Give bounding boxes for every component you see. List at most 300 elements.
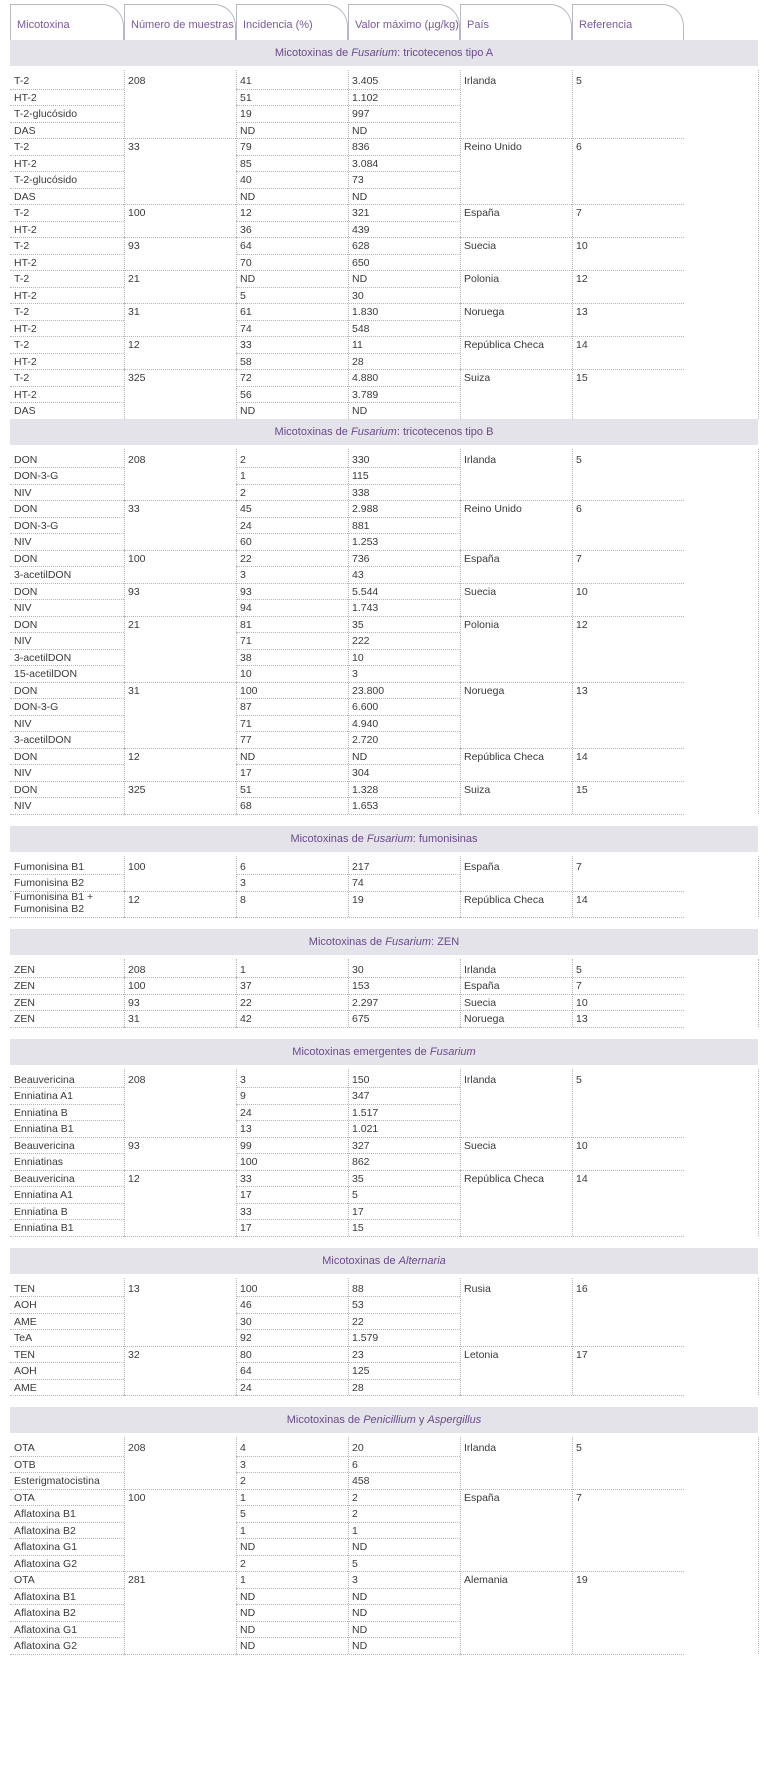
- mycotoxin-name: DON: [14, 453, 38, 466]
- incidence-value: 92: [240, 1332, 252, 1344]
- reference: 17: [576, 1348, 588, 1361]
- section-title-text: : tricotecenos tipo A: [397, 47, 494, 59]
- column-divider: [348, 856, 349, 917]
- max-value: 6: [352, 1458, 358, 1471]
- max-value: 23: [352, 1348, 364, 1361]
- sample-count: 12: [128, 750, 140, 763]
- mycotoxin-name: HT-2: [14, 91, 37, 104]
- max-value: 19: [352, 893, 364, 906]
- incidence-value: 2: [240, 1475, 246, 1487]
- row-divider: [124, 1236, 236, 1237]
- column-divider: [348, 1069, 349, 1236]
- country: Suiza: [464, 783, 491, 796]
- row-divider: [10, 814, 124, 815]
- reference: 12: [576, 273, 588, 285]
- mycotoxin-name: ZEN: [14, 980, 35, 992]
- mycotoxin-name: Fumonisina B1: [14, 860, 85, 873]
- mycotoxin-name: OTB: [14, 1458, 36, 1471]
- max-value: 628: [352, 240, 370, 252]
- max-value: 22: [352, 1315, 364, 1328]
- mycotoxin-name: DON-3-G: [14, 470, 59, 482]
- mycotoxin-name: DAS: [14, 405, 36, 417]
- incidence-value: 2: [240, 453, 246, 466]
- mycotoxin-name: 3-acetilDON: [14, 569, 72, 581]
- section-title: [10, 1248, 758, 1274]
- sample-count: 208: [128, 453, 146, 466]
- mycotoxin-name: Aflatoxina G1: [14, 1623, 78, 1636]
- max-value: 115: [352, 470, 369, 482]
- incidence-value: 87: [240, 701, 252, 713]
- incidence-value: 58: [240, 355, 252, 368]
- column-divider: [758, 959, 759, 1027]
- incidence-value: 38: [240, 651, 252, 664]
- section-title-text: Micotoxinas de: [274, 425, 351, 438]
- max-value: ND: [352, 190, 368, 203]
- column-divider: [124, 1069, 125, 1236]
- incidence-value: 100: [240, 1156, 258, 1168]
- max-value: ND: [352, 750, 368, 763]
- country: Suecia: [464, 585, 497, 598]
- max-value: 3: [352, 668, 358, 680]
- incidence-value: ND: [240, 1541, 256, 1553]
- row-divider: [460, 1395, 684, 1396]
- mycotoxin-name: Esterigmatocistina: [14, 1475, 100, 1487]
- column-divider: [236, 449, 237, 814]
- section-title-text: Micotoxinas de: [290, 832, 367, 845]
- incidence-value: 3: [240, 877, 246, 889]
- max-value: 3: [352, 1574, 358, 1586]
- max-value: 1.021: [352, 1123, 379, 1135]
- reference: 7: [576, 207, 582, 219]
- incidence-value: 72: [240, 372, 252, 384]
- sample-count: 100: [128, 552, 146, 565]
- incidence-value: 9: [240, 1090, 246, 1102]
- max-value: 1.579: [352, 1332, 379, 1344]
- max-value: 1.653: [352, 800, 379, 812]
- mycotoxin-name: NIV: [14, 536, 32, 548]
- sample-count: 31: [128, 306, 140, 318]
- column-divider: [460, 1069, 461, 1236]
- max-value: 1.328: [352, 783, 379, 796]
- reference: 5: [576, 1442, 582, 1454]
- reference: 7: [576, 552, 582, 565]
- mycotoxin-name: ZEN: [14, 1013, 35, 1025]
- country: Irlanda: [464, 1073, 497, 1086]
- incidence-value: 1: [240, 470, 246, 482]
- column-divider: [460, 70, 461, 419]
- reference: 5: [576, 963, 582, 976]
- incidence-value: 100: [240, 1282, 258, 1295]
- mycotoxin-name: OTA: [14, 1574, 35, 1586]
- section-title: [10, 929, 758, 955]
- max-value: 35: [352, 618, 364, 631]
- mycotoxin-name: NIV: [14, 486, 32, 499]
- column-divider: [236, 1069, 237, 1236]
- max-value: 4.940: [352, 717, 379, 730]
- mycotoxin-name: OTA: [14, 1442, 35, 1454]
- section-title: [10, 826, 758, 852]
- country: España: [464, 860, 500, 873]
- max-value: 28: [352, 355, 364, 368]
- section-title-text: : tricotecenos tipo B: [396, 425, 494, 438]
- mycotoxin-name: Aflatoxina B2: [14, 1607, 76, 1619]
- incidence-value: ND: [240, 1590, 256, 1603]
- incidence-value: 61: [240, 306, 252, 318]
- incidence-value: 4: [240, 1442, 246, 1454]
- max-value: 321: [352, 207, 370, 219]
- column-divider: [572, 1278, 573, 1396]
- section-title-genus: Aspergillus: [427, 1414, 482, 1426]
- incidence-value: 77: [240, 734, 252, 746]
- mycotoxin-name: NIV: [14, 717, 32, 730]
- max-value: 153: [352, 980, 370, 992]
- column-header-2: [236, 4, 348, 40]
- mycotoxin-name: DON: [14, 503, 38, 515]
- column-divider: [758, 1437, 759, 1654]
- section-title-text: Micotoxinas de: [322, 1254, 399, 1267]
- country: España: [464, 980, 500, 992]
- max-value: 304: [352, 767, 370, 779]
- mycotoxin-name: ZEN: [14, 996, 35, 1009]
- country: Suecia: [464, 996, 497, 1009]
- row-divider: [460, 1654, 684, 1655]
- reference: 14: [576, 893, 588, 906]
- mycotoxin-name: HT-2: [14, 157, 37, 170]
- max-value: 3.789: [352, 388, 379, 401]
- reference: 10: [576, 240, 588, 252]
- column-divider: [124, 70, 125, 419]
- row-divider: [236, 1395, 460, 1396]
- incidence-value: 81: [240, 618, 252, 631]
- sample-count: 21: [128, 618, 140, 631]
- max-value: 5: [352, 1557, 358, 1570]
- column-divider: [236, 1437, 237, 1654]
- column-divider: [348, 1437, 349, 1654]
- reference: 14: [576, 1172, 588, 1185]
- mycotoxin-name: Beauvericina: [14, 1172, 75, 1185]
- reference: 10: [576, 1139, 588, 1152]
- mycotoxin-name: Aflatoxina B1: [14, 1508, 76, 1520]
- reference: 7: [576, 980, 582, 992]
- column-divider: [460, 1278, 461, 1396]
- max-value: 5: [352, 1189, 358, 1201]
- max-value: 30: [352, 289, 364, 302]
- reference: 13: [576, 306, 588, 318]
- mycotoxin-name: DAS: [14, 190, 36, 203]
- mycotoxin-name: Enniatina B1: [14, 1123, 74, 1135]
- reference: 13: [576, 1013, 588, 1025]
- mycotoxin-name: T-2: [14, 207, 30, 219]
- row-divider: [236, 1027, 460, 1028]
- sample-count: 208: [128, 963, 146, 976]
- mycotoxin-name: Beauvericina: [14, 1073, 75, 1086]
- incidence-value: 30: [240, 1315, 252, 1328]
- row-divider: [236, 1236, 460, 1237]
- mycotoxin-name: HT-2: [14, 322, 37, 335]
- row-divider: [10, 1027, 124, 1028]
- country: República Checa: [464, 1172, 544, 1185]
- column-header-label: Referencia: [579, 19, 633, 31]
- reference: 15: [576, 372, 588, 384]
- column-divider: [758, 449, 759, 814]
- max-value: 28: [352, 1381, 364, 1394]
- max-value: 997: [352, 108, 370, 120]
- incidence-value: ND: [240, 1623, 256, 1636]
- incidence-value: 2: [240, 1557, 246, 1570]
- section-title: [10, 419, 758, 445]
- incidence-value: 33: [240, 1205, 252, 1218]
- section-title-genus: Fusarium: [350, 425, 397, 438]
- country: Letonia: [464, 1348, 499, 1361]
- section-title-text: Micotoxinas de: [308, 935, 386, 948]
- column-divider: [758, 1278, 759, 1396]
- section-title-text: : fumonisinas: [412, 832, 478, 845]
- mycotoxin-name: DON: [14, 585, 38, 598]
- sample-count: 93: [128, 585, 140, 598]
- incidence-value: ND: [240, 124, 256, 137]
- max-value: ND: [352, 1541, 368, 1553]
- incidence-value: 36: [240, 223, 252, 236]
- mycotoxin-name: T-2: [14, 339, 30, 351]
- column-divider: [572, 959, 573, 1027]
- max-value: 3.084: [352, 157, 379, 170]
- column-header-label: Valor máximo (µg/kg): [355, 19, 459, 31]
- max-value: 35: [352, 1172, 364, 1185]
- mycotoxin-name: T-2: [14, 372, 30, 384]
- country: Suecia: [464, 240, 497, 252]
- reference: 5: [576, 1073, 582, 1086]
- column-divider: [572, 449, 573, 814]
- mycotoxin-name: NIV: [14, 767, 32, 779]
- max-value: 330: [352, 453, 370, 466]
- max-value: ND: [352, 273, 368, 285]
- row-divider: [10, 917, 124, 918]
- max-value: 548: [352, 322, 370, 335]
- column-divider: [460, 1437, 461, 1654]
- max-value: 20: [352, 1442, 364, 1454]
- column-header-1: [124, 4, 236, 40]
- country: Reino Unido: [464, 503, 522, 515]
- incidence-value: 19: [240, 108, 252, 120]
- max-value: 675: [352, 1013, 370, 1025]
- incidence-value: 5: [240, 1508, 246, 1520]
- max-value: 6.600: [352, 701, 379, 713]
- row-divider: [460, 814, 684, 815]
- incidence-value: 24: [240, 519, 252, 532]
- incidence-value: 22: [240, 552, 252, 565]
- column-divider: [460, 449, 461, 814]
- incidence-value: 1: [240, 1524, 246, 1537]
- mycotoxin-name: Enniatina A1: [14, 1189, 73, 1201]
- mycotoxin-name: AOH: [14, 1299, 37, 1311]
- incidence-value: 17: [240, 1222, 252, 1234]
- incidence-value: 1: [240, 963, 246, 976]
- sample-count: 208: [128, 75, 146, 87]
- reference: 10: [576, 585, 588, 598]
- incidence-value: 8: [240, 893, 246, 906]
- column-header-3: [348, 4, 460, 40]
- incidence-value: 1: [240, 1574, 246, 1586]
- mycotoxin-name: Aflatoxina G2: [14, 1640, 78, 1652]
- country: Suiza: [464, 372, 491, 384]
- max-value: 439: [352, 223, 370, 236]
- mycotoxin-name: TEN: [14, 1348, 35, 1361]
- section-title-text: Micotoxinas de: [286, 1414, 364, 1426]
- mycotoxin-name: Enniatina A1: [14, 1090, 73, 1102]
- max-value: 43: [352, 569, 364, 581]
- incidence-value: ND: [240, 1640, 256, 1652]
- section-title-text: : ZEN: [431, 935, 460, 948]
- mycotoxin-name: 15-acetilDON: [14, 668, 78, 680]
- max-value: 17: [352, 1205, 364, 1218]
- incidence-value: 64: [240, 240, 252, 252]
- row-divider: [10, 1654, 124, 1655]
- sample-count: 93: [128, 996, 140, 1009]
- row-divider: [124, 814, 236, 815]
- incidence-value: 94: [240, 602, 252, 614]
- mycotoxin-name: NIV: [14, 602, 32, 614]
- max-value: 347: [352, 1090, 370, 1102]
- max-value: 2: [352, 1491, 358, 1504]
- max-value: 736: [352, 552, 370, 565]
- mycotoxin-name: Fumonisina B2: [14, 877, 85, 889]
- incidence-value: 40: [240, 174, 252, 186]
- sample-count: 281: [128, 1574, 146, 1586]
- incidence-value: 71: [240, 717, 252, 730]
- column-divider: [460, 856, 461, 917]
- max-value: 11: [352, 339, 363, 351]
- country: Noruega: [464, 684, 505, 697]
- incidence-value: 64: [240, 1365, 252, 1377]
- reference: 7: [576, 1491, 582, 1504]
- max-value: 88: [352, 1282, 364, 1295]
- country: Polonia: [464, 273, 500, 285]
- incidence-value: 33: [240, 339, 252, 351]
- max-value: ND: [352, 1590, 368, 1603]
- sample-count: 33: [128, 503, 140, 515]
- sample-count: 21: [128, 273, 140, 285]
- incidence-value: 79: [240, 141, 252, 153]
- incidence-value: 68: [240, 800, 252, 812]
- row-divider: [10, 1236, 124, 1237]
- max-value: 1.830: [352, 306, 379, 318]
- incidence-value: 3: [240, 1458, 246, 1471]
- sample-count: 32: [128, 1348, 140, 1361]
- mycotoxin-name: HT-2: [14, 223, 37, 236]
- incidence-value: 71: [240, 635, 252, 647]
- sample-count: 100: [128, 980, 146, 992]
- mycotoxin-name: OTA: [14, 1491, 35, 1504]
- mycotoxin-name: AME: [14, 1381, 37, 1394]
- reference: 14: [576, 750, 588, 763]
- max-value: ND: [352, 124, 368, 137]
- incidence-value: 70: [240, 256, 252, 269]
- row-divider: [460, 1027, 684, 1028]
- incidence-value: 33: [240, 1172, 252, 1185]
- section-title-text: y: [415, 1414, 428, 1426]
- max-value: 836: [352, 141, 370, 153]
- country: República Checa: [464, 893, 544, 906]
- reference: 10: [576, 996, 588, 1009]
- section-title-genus: Fusarium: [429, 1045, 476, 1058]
- mycotoxin-name: Aflatoxina B1: [14, 1590, 76, 1603]
- column-divider: [348, 959, 349, 1027]
- sample-count: 31: [128, 1013, 140, 1025]
- incidence-value: ND: [240, 1607, 256, 1619]
- column-divider: [124, 1437, 125, 1654]
- country: Reino Unido: [464, 141, 522, 153]
- mycotoxin-name: T-2: [14, 141, 30, 153]
- incidence-value: 3: [240, 569, 246, 581]
- column-divider: [124, 449, 125, 814]
- max-value: 150: [352, 1073, 370, 1086]
- column-header-label: Incidencia (%): [243, 19, 313, 31]
- incidence-value: 42: [240, 1013, 252, 1025]
- max-value: 1.253: [352, 536, 379, 548]
- incidence-value: 13: [240, 1123, 252, 1135]
- max-value: 650: [352, 256, 370, 269]
- max-value: ND: [352, 405, 368, 417]
- column-divider: [460, 959, 461, 1027]
- column-header-label: Número de muestras: [131, 19, 234, 31]
- incidence-value: 51: [240, 783, 252, 796]
- max-value: 15: [352, 1222, 364, 1234]
- max-value: 4.880: [352, 372, 379, 384]
- country: Irlanda: [464, 75, 497, 87]
- row-divider: [124, 1654, 236, 1655]
- row-divider: [124, 1027, 236, 1028]
- sample-count: 100: [128, 207, 146, 219]
- max-value: 74: [352, 877, 364, 889]
- sample-count: 100: [128, 1491, 146, 1504]
- incidence-value: 60: [240, 536, 252, 548]
- reference: 14: [576, 339, 588, 351]
- max-value: 217: [352, 860, 370, 873]
- incidence-value: 10: [240, 668, 252, 680]
- max-value: 3.405: [352, 75, 379, 87]
- country: Noruega: [464, 1013, 505, 1025]
- max-value: 327: [352, 1139, 370, 1152]
- incidence-value: 80: [240, 1348, 252, 1361]
- reference: 5: [576, 75, 582, 87]
- mycotoxin-name: HT-2: [14, 289, 37, 302]
- incidence-value: 24: [240, 1106, 252, 1119]
- sample-count: 325: [128, 783, 146, 796]
- row-divider: [236, 917, 460, 918]
- max-value: 53: [352, 1299, 364, 1311]
- country: Rusia: [464, 1282, 491, 1295]
- mycotoxin-name: Aflatoxina G1: [14, 1541, 78, 1553]
- max-value: ND: [352, 1607, 368, 1619]
- incidence-value: 46: [240, 1299, 252, 1311]
- incidence-value: 85: [240, 157, 252, 170]
- mycotoxin-name: DON-3-G: [14, 701, 59, 713]
- section-title-text: Micotoxinas de: [274, 47, 352, 59]
- sample-count: 93: [128, 240, 140, 252]
- column-divider: [758, 70, 759, 419]
- column-divider: [124, 1278, 125, 1396]
- mycotoxin-name: Enniatina B: [14, 1106, 68, 1119]
- section-title-genus: Fusarium: [351, 47, 398, 59]
- mycotoxin-name: Enniatina B: [14, 1205, 68, 1218]
- reference: 6: [576, 503, 582, 515]
- incidence-value: 5: [240, 289, 246, 302]
- mycotoxin-name: T-2: [14, 306, 30, 318]
- column-divider: [348, 449, 349, 814]
- incidence-value: 3: [240, 1073, 246, 1086]
- sample-count: 208: [128, 1442, 146, 1454]
- country: República Checa: [464, 339, 544, 351]
